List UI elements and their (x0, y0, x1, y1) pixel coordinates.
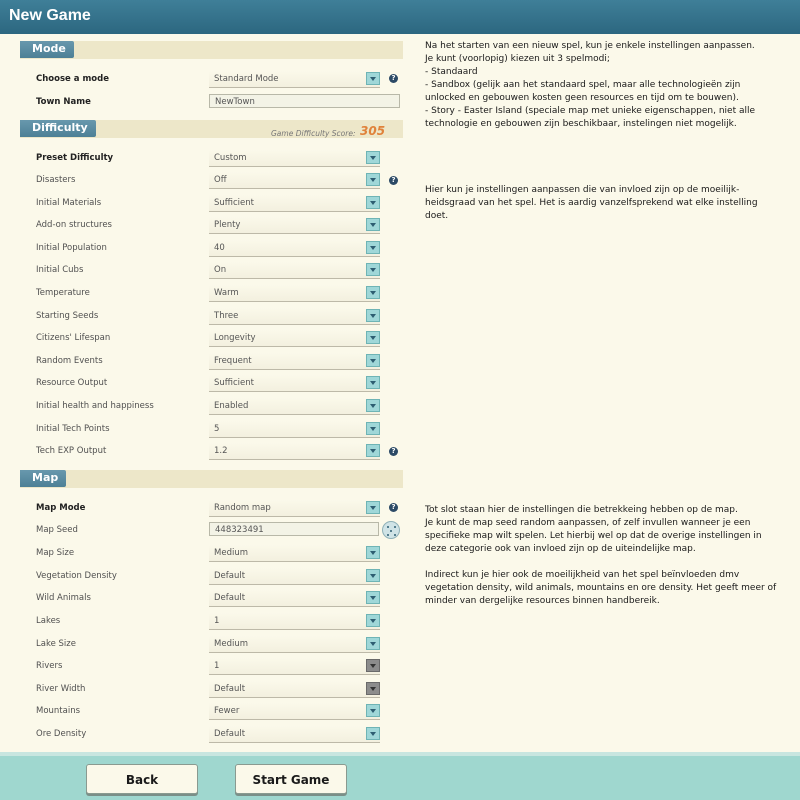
map-seed-value: 448323491 (215, 525, 264, 535)
section-map (20, 470, 403, 488)
ore-density-select[interactable] (209, 726, 380, 743)
setting-label: Add-on structures (36, 220, 112, 230)
vegetation-density-select[interactable] (209, 568, 380, 585)
dropdown-arrow-icon[interactable] (366, 637, 380, 650)
dropdown-arrow-icon[interactable] (366, 727, 380, 740)
dropdown-arrow-icon[interactable] (366, 196, 380, 209)
setting-label: Map Mode (36, 503, 86, 513)
setting-row-disasters (20, 172, 380, 188)
map-size-select[interactable] (209, 545, 380, 562)
setting-row-initial-materials (20, 195, 380, 211)
lakes-select[interactable] (209, 613, 380, 630)
setting-row-mountains (20, 703, 380, 719)
setting-row-initial-tech-points (20, 421, 380, 437)
dropdown-arrow-icon[interactable] (366, 682, 380, 695)
setting-row-map-seed (20, 522, 380, 538)
tech-exp-output-select[interactable] (209, 443, 380, 460)
mode-select[interactable] (209, 71, 380, 88)
dropdown-arrow-icon[interactable] (366, 659, 380, 672)
window-title: New Game (9, 7, 91, 24)
select-value: Default (214, 729, 246, 739)
resource-output-select[interactable] (209, 375, 380, 392)
dropdown-arrow-icon[interactable] (366, 546, 380, 559)
setting-label: Lakes (36, 616, 61, 626)
select-value: 5 (214, 424, 220, 434)
select-value: Default (214, 684, 246, 694)
difficulty-score-label: Game Difficulty Score: (271, 129, 356, 138)
select-value: Fewer (214, 706, 240, 716)
initial-tech-points-select[interactable] (209, 421, 380, 438)
select-value: Enabled (214, 401, 249, 411)
setting-row-ore-density (20, 726, 380, 742)
info-text-map: Tot slot staan hier de instellingen die betrekkeing hebben op de map. Je kunt de map seed random aanpassen, of zelf invullen wanneer je een specifieke map wilt spelen. Let hierbij wel op dat de overige instellingen in deze categorie ook van invloed zijn op de uiteindelijke map. Indirect kun je hier ook de moeilijkheid van het spel beïnvloeden dmv vegetation density, wild animals, mountains en ore density. Het geeft meer of minder van dergelijke resources binnen handbereik. (425, 505, 777, 606)
select-value: Custom (214, 153, 247, 163)
initial-population-select[interactable] (209, 240, 380, 257)
setting-label: Choose a mode (36, 74, 109, 84)
select-value: 1 (214, 661, 220, 671)
setting-label: Town Name (36, 97, 91, 107)
town-name-input[interactable] (209, 94, 400, 108)
setting-label: Mountains (36, 706, 81, 716)
select-value: Default (214, 593, 246, 603)
setting-row-resource-output (20, 375, 380, 391)
dropdown-arrow-icon[interactable] (366, 399, 380, 412)
setting-label: Random Events (36, 356, 103, 366)
select-value: Longevity (214, 333, 256, 343)
setting-label: Rivers (36, 661, 63, 671)
setting-row-vegetation-density (20, 568, 380, 584)
setting-row-initial-population (20, 240, 380, 256)
addon-structures-select[interactable] (209, 217, 380, 234)
select-value: Three (214, 311, 239, 321)
setting-label: Disasters (36, 175, 76, 185)
initial-cubs-select[interactable] (209, 262, 380, 279)
setting-label: Starting Seeds (36, 311, 99, 321)
select-value: 40 (214, 243, 225, 253)
setting-row-initial-cubs (20, 262, 380, 278)
dropdown-arrow-icon[interactable] (366, 218, 380, 231)
setting-row-mode (20, 71, 380, 87)
setting-row-lake-size (20, 636, 380, 652)
setting-row-town-name (20, 94, 380, 110)
citizens-lifespan-select[interactable] (209, 330, 380, 347)
random-events-select[interactable] (209, 353, 380, 370)
wild-animals-select[interactable] (209, 590, 380, 607)
dropdown-arrow-icon[interactable] (366, 354, 380, 367)
dropdown-arrow-icon[interactable] (366, 422, 380, 435)
dropdown-arrow-icon[interactable] (366, 614, 380, 627)
setting-label: River Width (36, 684, 86, 694)
title-bar (0, 0, 800, 36)
setting-label: Citizens' Lifespan (36, 333, 111, 343)
initial-health-happiness-select[interactable] (209, 398, 380, 415)
select-value: Frequent (214, 356, 252, 366)
dropdown-arrow-icon[interactable] (366, 591, 380, 604)
setting-label: Temperature (36, 288, 90, 298)
setting-label: Initial Tech Points (36, 424, 110, 434)
setting-label: Wild Animals (36, 593, 91, 603)
back-button[interactable]: Back (86, 764, 198, 794)
dropdown-arrow-icon[interactable] (366, 173, 380, 186)
dropdown-arrow-icon[interactable] (366, 331, 380, 344)
select-value: Sufficient (214, 198, 254, 208)
setting-label: Map Seed (36, 525, 78, 535)
select-value: Sufficient (214, 378, 254, 388)
setting-row-starting-seeds (20, 308, 380, 324)
setting-row-tech-exp-output (20, 443, 380, 459)
setting-row-map-size (20, 545, 380, 561)
select-value: Off (214, 175, 227, 185)
preset-difficulty-select[interactable] (209, 150, 380, 167)
setting-row-preset-difficulty (20, 150, 380, 166)
setting-label: Tech EXP Output (36, 446, 107, 456)
setting-label: Vegetation Density (36, 571, 117, 581)
section-difficulty-title: Difficulty (20, 120, 96, 137)
setting-label: Ore Density (36, 729, 87, 739)
select-value: Random map (214, 503, 271, 513)
starting-seeds-select[interactable] (209, 308, 380, 325)
river-width-select[interactable] (209, 681, 380, 698)
setting-row-rivers (20, 658, 380, 674)
select-value: 1.2 (214, 446, 228, 456)
setting-label: Lake Size (36, 639, 76, 649)
disasters-select[interactable] (209, 172, 380, 189)
lake-size-select[interactable] (209, 636, 380, 653)
setting-label: Initial Cubs (36, 265, 84, 275)
dropdown-arrow-icon[interactable] (366, 263, 380, 276)
town-name-value: NewTown (215, 97, 255, 107)
mountains-select[interactable] (209, 703, 380, 720)
info-text-difficulty: Hier kun je instellingen aanpassen die van invloed zijn op de moeilijk-heidsgraad van het spel. Het is aardig vanzelfsprekend wat elke instelling doet. (425, 185, 761, 221)
setting-row-temperature (20, 285, 380, 301)
section-mode-title: Mode (20, 41, 74, 58)
dropdown-arrow-icon[interactable] (366, 309, 380, 322)
dropdown-arrow-icon[interactable] (366, 241, 380, 254)
dropdown-arrow-icon[interactable] (366, 72, 380, 85)
select-value: Standard Mode (214, 74, 279, 84)
randomize-dice-icon[interactable] (382, 521, 400, 539)
setting-row-map-mode (20, 500, 380, 516)
select-value: On (214, 265, 227, 275)
initial-materials-select[interactable] (209, 195, 380, 212)
difficulty-score-value: 305 (360, 124, 386, 138)
start-game-button[interactable]: Start Game (235, 764, 347, 794)
setting-row-initial-health-happiness (20, 398, 380, 414)
dropdown-arrow-icon[interactable] (366, 151, 380, 164)
setting-label: Initial health and happiness (36, 401, 154, 411)
help-icon[interactable]: ? (389, 176, 398, 185)
map-mode-select[interactable] (209, 500, 380, 517)
help-icon[interactable]: ? (389, 503, 398, 512)
setting-label: Map Size (36, 548, 75, 558)
dropdown-arrow-icon[interactable] (366, 286, 380, 299)
help-icon[interactable]: ? (389, 74, 398, 83)
dropdown-arrow-icon[interactable] (366, 444, 380, 457)
setting-label: Initial Materials (36, 198, 102, 208)
section-mode (20, 41, 403, 59)
dropdown-arrow-icon[interactable] (366, 376, 380, 389)
select-value: Warm (214, 288, 239, 298)
select-value: Medium (214, 548, 248, 558)
section-map-title: Map (20, 470, 66, 487)
setting-row-lakes (20, 613, 380, 629)
temperature-select[interactable] (209, 285, 380, 302)
select-value: Plenty (214, 220, 241, 230)
dropdown-arrow-icon[interactable] (366, 704, 380, 717)
setting-row-random-events (20, 353, 380, 369)
footer-edge (0, 752, 800, 756)
map-seed-input[interactable] (209, 522, 379, 536)
dropdown-arrow-icon[interactable] (366, 569, 380, 582)
setting-label: Preset Difficulty (36, 153, 114, 163)
setting-row-citizens-lifespan (20, 330, 380, 346)
setting-label: Initial Population (36, 243, 107, 253)
select-value: 1 (214, 616, 220, 626)
setting-row-wild-animals (20, 590, 380, 606)
rivers-select[interactable] (209, 658, 380, 675)
setting-row-addon-structures (20, 217, 380, 233)
setting-label: Resource Output (36, 378, 108, 388)
select-value: Default (214, 571, 246, 581)
help-icon[interactable]: ? (389, 447, 398, 456)
dropdown-arrow-icon[interactable] (366, 501, 380, 514)
select-value: Medium (214, 639, 248, 649)
setting-row-river-width (20, 681, 380, 697)
info-text-mode: Na het starten van een nieuw spel, kun je enkele instellingen aanpassen. Je kunt (voorlopig) kiezen uit 3 spelmodi; - Standaard - Sandbox (gelijk aan het standaard spel, maar alle technologieën zijn unlocked en gebouwen kosten geen resources en tijd om te bouwen). - Story - Easter Island (speciale map met unieke eigenschappen, niet alle technologie en gebouwen zijn beschikbaar, instelingen niet mogelijk. (425, 41, 756, 129)
